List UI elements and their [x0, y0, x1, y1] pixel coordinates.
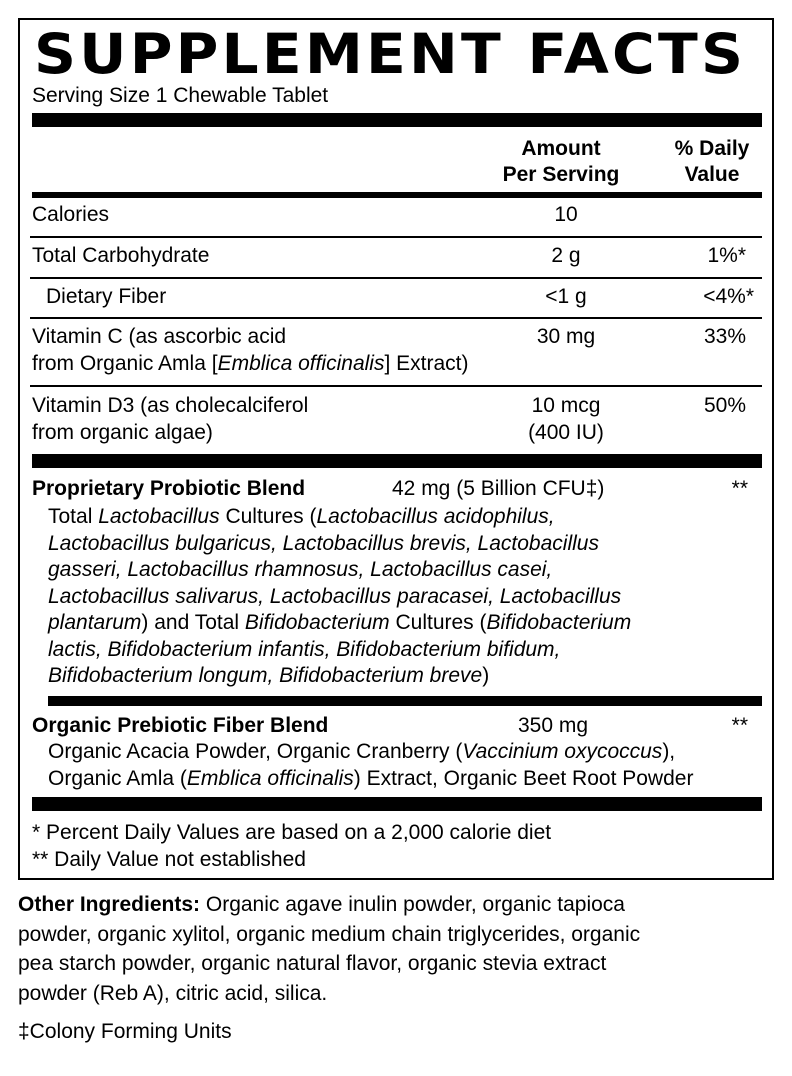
calories-label: Calories: [32, 203, 110, 226]
thick-divider: [32, 113, 762, 127]
vitamin-d3-amount: 10 mcg (400 IU): [528, 394, 604, 444]
other-ingredients: Other Ingredients: Organic agave inulin powder, organic tapioca powder, organic xylitol, organic medium chain triglycerides, organic pea starch powder, organic natural flavor, organic stevia extract powder (Reb A), citric acid, silica.: [18, 893, 641, 1005]
supplement-facts-panel: [18, 18, 774, 880]
carbohydrate-amount: 2 g: [551, 244, 581, 267]
dietary-fiber-daily-value: <4%*: [703, 285, 754, 308]
probiotic-line: plantarum) and Total Bifidobacterium Cultures (Bifidobacterium: [48, 611, 632, 634]
vitamin-d3-label: Vitamin D3 (as cholecalciferol from organic algae): [32, 394, 309, 444]
dietary-fiber-amount: <1 g: [545, 285, 587, 308]
probiotic-blend-amount: 42 mg (5 Billion CFU‡): [392, 477, 605, 500]
prebiotic-line: Organic Acacia Powder, Organic Cranberry (Vaccinium oxycoccus),: [48, 740, 676, 763]
probiotic-blend-name: Proprietary Probiotic Blend: [32, 477, 306, 500]
cfu-footnote: ‡Colony Forming Units: [18, 1020, 232, 1043]
row-divider: [30, 317, 762, 319]
carbohydrate-label: Total Carbohydrate: [32, 244, 210, 267]
row-divider: [30, 385, 762, 387]
serving-size: Serving Size 1 Chewable Tablet: [32, 84, 329, 107]
prebiotic-daily-value: **: [731, 714, 748, 737]
probiotic-line: gasseri, Lactobacillus rhamnosus, Lactobacillus casei,: [48, 558, 553, 581]
prebiotic-blend-amount: 350 mg: [518, 714, 589, 737]
row-divider: [30, 236, 762, 238]
prebiotic-ingredients: [48, 739, 693, 792]
vitamin-d3-daily-value: 50%: [703, 394, 746, 417]
blend-divider: [48, 696, 762, 706]
vitamin-c-daily-value: 33%: [703, 325, 746, 348]
panel-title: SUPPLEMENT FACTS: [34, 22, 747, 86]
probiotic-line: Lactobacillus bulgaricus, Lactobacillus brevis, Lactobacillus: [48, 531, 599, 555]
probiotic-line: Bifidobacterium longum, Bifidobacterium breve): [48, 664, 490, 687]
not-established-footnote: ** Daily Value not established: [32, 848, 306, 871]
vitamin-c-amount: 30 mg: [536, 325, 596, 348]
probiotic-line: Total Lactobacillus Cultures (Lactobacillus acidophilus,: [48, 505, 555, 528]
probiotic-daily-value: **: [731, 477, 748, 500]
probiotic-line: lactis, Bifidobacterium infantis, Bifidobacterium bifidum,: [48, 637, 561, 661]
daily-value-header: % Daily Value: [674, 137, 750, 186]
carbohydrate-daily-value: 1%*: [707, 244, 746, 267]
thick-divider: [32, 797, 762, 811]
probiotic-ingredients: [48, 504, 631, 690]
calories-amount: 10: [554, 203, 578, 226]
vitamin-c-label: Vitamin C (as ascorbic acid from Organic Amla [Emblica officinalis] Extract): [32, 325, 469, 375]
amount-header: Amount Per Serving: [502, 137, 620, 186]
percent-footnote: * Percent Daily Values are based on a 2,000 calorie diet: [32, 821, 552, 844]
thick-divider: [32, 454, 762, 468]
prebiotic-blend-name: Organic Prebiotic Fiber Blend: [32, 714, 329, 737]
header-divider: [32, 192, 762, 198]
dietary-fiber-label: Dietary Fiber: [46, 285, 167, 308]
probiotic-line: Lactobacillus salivarus, Lactobacillus paracasei, Lactobacillus: [48, 584, 622, 608]
row-divider: [30, 277, 762, 279]
other-ingredients-label: Other Ingredients:: [18, 893, 201, 916]
prebiotic-line: Organic Amla (Emblica officinalis) Extract, Organic Beet Root Powder: [48, 766, 694, 790]
